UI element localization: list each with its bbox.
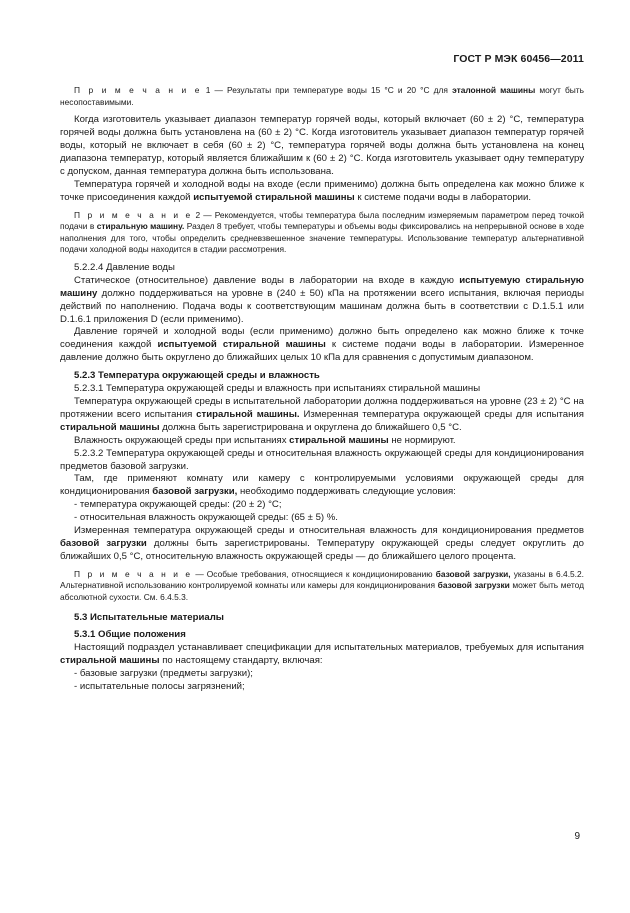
paragraph-test-materials: Настоящий подраздел устанавливает спецификации для испытательных материалов, требуемых для испытания стиральной машины по настоящему стандарту, включая: (60, 642, 584, 667)
page-number: 9 (574, 831, 580, 842)
note-3: П р и м е ч а н и е — Особые требования, относящиеся к кондиционированию базовой загрузки, указаны в 6.4.5.2. Альтернативной использованию контролируемой комнаты или камеры для кондиционирования базовой загрузки может быть метод абсолютной сухости. См. 6.4.5.3. (60, 568, 584, 602)
list-item: - испытательные полосы загрязнений; (74, 681, 245, 693)
heading-5-2-3-2: 5.2.3.2 Температура окружающей среды и относительная влажность окружающей среды для кондиционирования предметов базовой загрузки. (60, 447, 584, 472)
note-label: П р и м е ч а н и е (74, 568, 193, 579)
paragraph-hot-water-range: Когда изготовитель указывает диапазон температур горячей воды, который включает (60 ± 2) °С, температура горячей воды должна быть установлена на (60 ± 2) °С. Когда изготовитель указывает диапазон температур горячей воды, который не включает в себя (60 ± 2) °С, температура горячей воды должна быть установлена на конец диапазона температур, который является ближайшим к (60 ± 2) °С. Когда изготовитель указывает одну температуру с допуском, данная температура должна быть использована. (60, 114, 584, 177)
heading-5-3-1: 5.3.1 Общие положения (74, 629, 186, 641)
note-1: П р и м е ч а н и е 1 — Результаты при температуре воды 15 °С и 20 °С для эталонной машины могут быть несопоставимыми. (60, 85, 585, 107)
paragraph-inlet-temperature: Температура горячей и холодной воды на входе (если применимо) должна быть определена как можно ближе к точке присоединения каждой испытуемой стиральной машины к системе подачи воды в лаборатории. (60, 178, 584, 203)
paragraph-conditioning-room: Там, где применяют комнату или камеру с контролируемыми условиями окружающей среды для кондиционирования базовой загрузки, необходимо поддерживать следующие условия: (60, 473, 584, 498)
list-item: - температура окружающей среды: (20 ± 2) °С; (74, 499, 282, 511)
note-2: П р и м е ч а н и е 2 — Рекомендуется, чтобы температура была последним измеряемым параметром перед точкой подачи в стиральную машину. Раздел 8 требует, чтобы температуры и объемы воды фиксировались на непрерывной основе в ходе наполнения для того, чтобы определить средневзвешенное значение температуры. Использование температур альтернативной подачи холодной воды находится в стадии рассмотрения. (60, 209, 585, 255)
page-content (60, 80, 584, 694)
paragraph-pressure-measurement: Давление горячей и холодной воды (если применимо) должно быть определено как можно ближе к точке соединения каждой испытуемой стиральной машины к системе подачи воды в лаборатории. Измеренное давление должно быть округлено до ближайших целых 10 кПа для сравнения с допустимым диапазоном. (60, 326, 584, 364)
heading-5-3: 5.3 Испытательные материалы (74, 611, 224, 623)
heading-5-2-2-4: 5.2.2.4 Давление воды (74, 261, 175, 273)
page-header: ГОСТ Р МЭК 60456—2011 (453, 53, 584, 65)
paragraph-ambient-temperature: Температура окружающей среды в испытательной лаборатории должна поддерживаться на уровне (23 ± 2) °С на протяжении всего испытания стиральной машины. Измеренная температура окружающей среды для испытания стиральной машины должна быть зарегистрирована и округлена до ближайшего 0,5 °С. (60, 395, 584, 433)
paragraph-static-pressure: Статическое (относительное) давление воды в лаборатории на входе в каждую испытуемую стиральную машину должно поддерживаться на уровне в (240 ± 50) кПа на протяжении всего испытания, включая периоды действий по наполнению. Подача воды к соответствующим машинам должна быть в соответствии с D.1.5.1 или D.1.6.1 приложения D (если применимо). (60, 274, 584, 325)
paragraph-humidity: Влажность окружающей среды при испытаниях стиральной машины не нормируют. (74, 434, 456, 446)
paragraph-conditioning-measurement: Измеренная температура окружающей среды и относительная влажность для кондиционирования предметов базовой загрузки должны быть зарегистрированы. Температуру окружающей среды следует округлить до ближайших 0,5 °С, относительную влажность окружающей среды — до ближайшего целого процента. (60, 525, 584, 562)
heading-5-2-3-1: 5.2.3.1 Температура окружающей среды и влажность при испытаниях стиральной машины (74, 383, 481, 395)
list-item: - базовые загрузки (предметы загрузки); (74, 668, 253, 680)
list-item: - относительная влажность окружающей среды: (65 ± 5) %. (74, 512, 338, 524)
note-label: П р и м е ч а н и е (74, 209, 193, 220)
note-label: П р и м е ч а н и е (74, 85, 202, 95)
heading-5-2-3: 5.2.3 Температура окружающей среды и влажность (74, 370, 320, 382)
